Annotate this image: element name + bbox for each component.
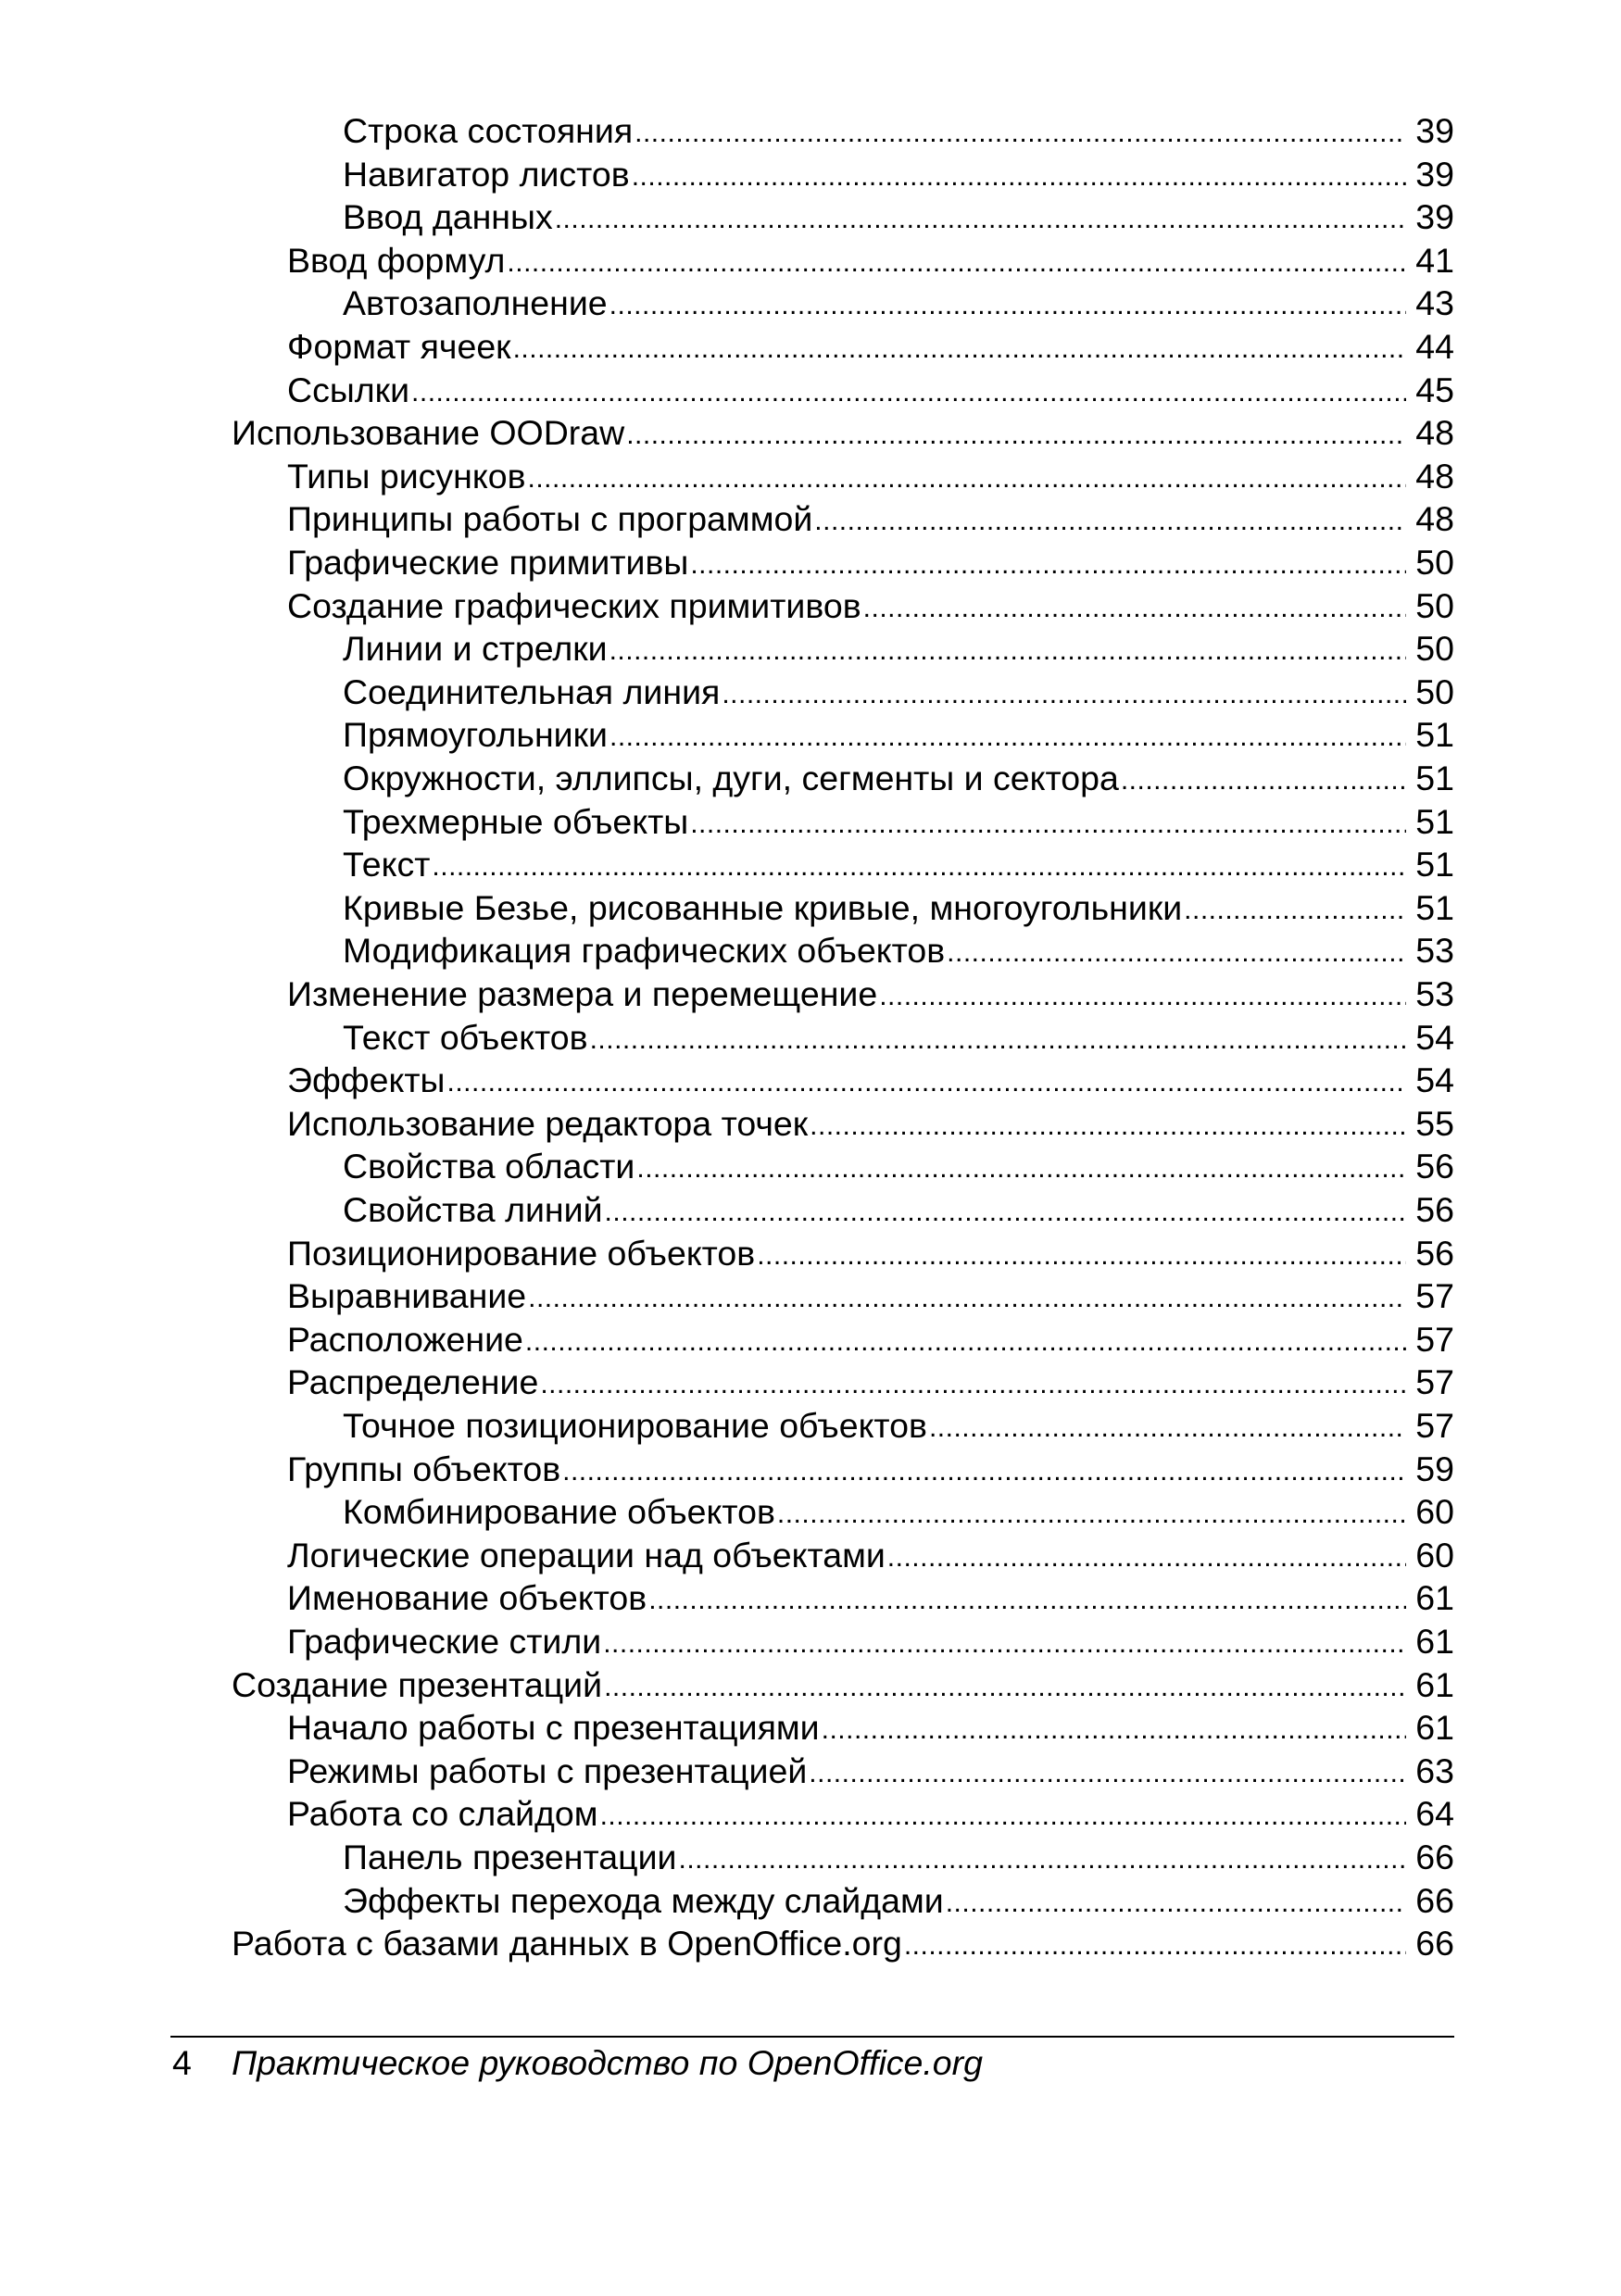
toc-entry xyxy=(343,671,1454,713)
toc-dot-leader xyxy=(690,546,1406,583)
toc-dot-leader xyxy=(513,331,1406,368)
toc-entry-title: Графические примитивы xyxy=(287,543,689,582)
toc-entry-title: Модификация графических объектов xyxy=(343,931,946,971)
toc-entry-title: Панель презентации xyxy=(343,1838,677,1876)
toc-dot-leader xyxy=(822,1712,1406,1749)
toc-dot-leader xyxy=(690,806,1406,843)
toc-entry-page-number: 61 xyxy=(1415,1708,1454,1748)
toc-entry xyxy=(287,1448,1454,1490)
toc-entry-page-number: 61 xyxy=(1415,1664,1454,1704)
toc-entry xyxy=(287,541,1454,583)
toc-entry-page-number: 60 xyxy=(1415,1492,1454,1532)
toc-dot-leader xyxy=(904,1927,1406,1964)
toc-dot-leader xyxy=(525,1324,1406,1361)
toc-entry-page-number: 53 xyxy=(1415,931,1454,971)
toc-entry xyxy=(287,369,1454,411)
toc-entry-page-number: 41 xyxy=(1415,240,1454,280)
toc-entry xyxy=(343,800,1454,843)
toc-entry-page-number: 66 xyxy=(1415,1880,1454,1920)
toc-entry-page-number: 56 xyxy=(1415,1190,1454,1229)
toc-entry-title: Выравнивание xyxy=(287,1276,527,1316)
toc-entry-page-number: 48 xyxy=(1415,413,1454,453)
toc-dot-leader xyxy=(603,1625,1406,1662)
toc-dot-leader xyxy=(446,1064,1406,1101)
toc-entry-page-number: 43 xyxy=(1415,283,1454,323)
toc-entry-page-number: 50 xyxy=(1415,585,1454,625)
toc-entry-title: Позиционирование объектов xyxy=(287,1233,756,1273)
toc-entry-page-number: 51 xyxy=(1415,845,1454,885)
toc-entry-page-number: 66 xyxy=(1415,1838,1454,1876)
toc-entry xyxy=(343,1404,1454,1447)
toc-entry-title: Расположение xyxy=(287,1319,523,1359)
toc-entry-page-number: 44 xyxy=(1415,327,1454,366)
toc-entry-title: Линии и стрелки xyxy=(343,629,608,669)
toc-entry-page-number: 39 xyxy=(1415,197,1454,237)
toc-dot-leader xyxy=(777,1496,1406,1533)
toc-entry-page-number: 51 xyxy=(1415,759,1454,797)
toc-entry xyxy=(287,1059,1454,1101)
toc-entry-title: Трехмерные объекты xyxy=(343,801,689,841)
toc-entry-page-number: 51 xyxy=(1415,715,1454,755)
toc-entry xyxy=(287,497,1454,540)
toc-entry-page-number: 51 xyxy=(1415,801,1454,841)
toc-entry-title: Создание презентаций xyxy=(232,1664,603,1704)
toc-entry-page-number: 45 xyxy=(1415,370,1454,409)
toc-entry-page-number: 56 xyxy=(1415,1233,1454,1273)
toc-entry-page-number: 50 xyxy=(1415,629,1454,669)
toc-entry-title: Ссылки xyxy=(287,370,410,409)
toc-dot-leader xyxy=(605,1194,1406,1231)
toc-entry xyxy=(343,1188,1454,1231)
toc-entry-title: Работа со слайдом xyxy=(287,1794,598,1834)
toc-entry-title: Навигатор листов xyxy=(343,154,630,194)
toc-entry xyxy=(343,1145,1454,1187)
toc-dot-leader xyxy=(555,201,1406,238)
toc-entry xyxy=(343,886,1454,929)
toc-entry-page-number: 64 xyxy=(1415,1794,1454,1834)
toc-entry-title: Автозаполнение xyxy=(343,283,608,323)
toc-entry-title: Использование редактора точек xyxy=(287,1103,809,1143)
toc-entry xyxy=(343,713,1454,756)
toc-entry xyxy=(343,109,1454,152)
toc-dot-leader xyxy=(757,1237,1406,1274)
footer-book-title: Практическое руководство по OpenOffice.org xyxy=(232,2043,984,2082)
toc-entry-page-number: 53 xyxy=(1415,974,1454,1013)
toc-entry xyxy=(343,1836,1454,1878)
toc-entry xyxy=(343,282,1454,324)
toc-entry xyxy=(287,1361,1454,1403)
toc-dot-leader xyxy=(600,1798,1406,1835)
toc-dot-leader xyxy=(432,848,1406,885)
toc-entry-title: Принципы работы с программой xyxy=(287,499,813,539)
toc-entry-title: Типы рисунков xyxy=(287,456,526,496)
toc-entry-title: Прямоугольники xyxy=(343,715,608,755)
toc-entry-page-number: 57 xyxy=(1415,1406,1454,1445)
toc-dot-leader xyxy=(604,1669,1406,1706)
toc-entry xyxy=(287,1102,1454,1145)
toc-entry xyxy=(287,1274,1454,1317)
toc-dot-leader xyxy=(810,1108,1406,1145)
toc-dot-leader xyxy=(879,978,1406,1015)
toc-entry-title: Ввод формул xyxy=(287,240,506,280)
toc-entry-title: Графические стили xyxy=(287,1622,602,1661)
toc-dot-leader xyxy=(609,287,1406,324)
toc-dot-leader xyxy=(946,1885,1406,1922)
toc-entry-title: Именование объектов xyxy=(287,1578,647,1618)
toc-entry-title: Окружности, эллипсы, дуги, сегменты и сектора xyxy=(343,759,1119,797)
toc-entry xyxy=(287,584,1454,627)
toc-dot-leader xyxy=(636,1150,1406,1187)
toc-entry xyxy=(287,1232,1454,1274)
toc-entry xyxy=(287,1576,1454,1619)
toc-entry xyxy=(232,1922,1454,1964)
toc-entry-page-number: 57 xyxy=(1415,1362,1454,1402)
toc-entry xyxy=(287,1706,1454,1749)
toc-entry-title: Точное позиционирование объектов xyxy=(343,1406,927,1445)
toc-entry-title: Ввод данных xyxy=(343,197,553,237)
toc-dot-leader xyxy=(722,676,1406,713)
toc-dot-leader xyxy=(1184,892,1406,929)
toc-entry-title: Распределение xyxy=(287,1362,539,1402)
toc-entry-page-number: 54 xyxy=(1415,1017,1454,1057)
toc-entry-title: Текст объектов xyxy=(343,1017,588,1057)
toc-entry xyxy=(343,153,1454,195)
toc-dot-leader xyxy=(540,1366,1406,1403)
toc-entry-page-number: 54 xyxy=(1415,1060,1454,1100)
toc-entry-page-number: 57 xyxy=(1415,1319,1454,1359)
toc-dot-leader xyxy=(528,460,1406,497)
toc-dot-leader xyxy=(635,115,1406,152)
toc-entry-page-number: 50 xyxy=(1415,543,1454,582)
footer-rule xyxy=(170,2036,1454,2038)
toc-dot-leader xyxy=(929,1410,1406,1447)
toc-dot-leader xyxy=(678,1841,1406,1878)
toc-entry-title: Изменение размера и перемещение xyxy=(287,974,878,1013)
toc-entry xyxy=(343,195,1454,238)
toc-entry-title: Строка состояния xyxy=(343,111,634,150)
toc-entry-title: Создание графических примитивов xyxy=(287,585,861,625)
toc-entry-title: Свойства линий xyxy=(343,1190,603,1229)
toc-entry-page-number: 39 xyxy=(1415,111,1454,150)
toc-entry-title: Свойства области xyxy=(343,1147,635,1186)
toc-entry-page-number: 55 xyxy=(1415,1103,1454,1143)
toc-dot-leader xyxy=(863,590,1406,627)
toc-dot-leader xyxy=(411,374,1406,411)
toc-entry-title: Формат ячеек xyxy=(287,327,511,366)
toc-entry-page-number: 57 xyxy=(1415,1276,1454,1316)
toc-entry xyxy=(287,1318,1454,1361)
toc-entry-title: Работа с базами данных в OpenOffice.org xyxy=(232,1924,902,1964)
toc-entry xyxy=(287,239,1454,282)
toc-dot-leader xyxy=(507,245,1406,282)
toc-entry-title: Начало работы с презентациями xyxy=(287,1708,820,1748)
toc-entry xyxy=(343,757,1454,799)
toc-dot-leader xyxy=(609,719,1406,756)
toc-entry xyxy=(343,929,1454,972)
toc-entry-title: Эффекты перехода между слайдами xyxy=(343,1880,944,1920)
toc-entry xyxy=(343,627,1454,670)
toc-entry xyxy=(287,325,1454,368)
toc-entry-page-number: 63 xyxy=(1415,1750,1454,1790)
toc-entry-title: Эффекты xyxy=(287,1060,446,1100)
footer-page-number: 4 xyxy=(172,2043,192,2082)
toc-dot-leader xyxy=(887,1539,1406,1576)
toc-dot-leader xyxy=(609,633,1406,670)
toc-entry-title: Комбинирование объектов xyxy=(343,1492,775,1532)
toc-entry-page-number: 51 xyxy=(1415,887,1454,927)
toc-entry-title: Использование OODraw xyxy=(232,413,625,453)
toc-dot-leader xyxy=(814,503,1406,540)
toc-entry xyxy=(287,1534,1454,1576)
toc-dot-leader xyxy=(528,1280,1406,1317)
toc-dot-leader xyxy=(648,1582,1406,1619)
toc-entry-page-number: 48 xyxy=(1415,456,1454,496)
toc-entry xyxy=(232,1663,1454,1706)
toc-entry xyxy=(343,1879,1454,1922)
toc-entry-page-number: 59 xyxy=(1415,1449,1454,1488)
toc-entry-page-number: 56 xyxy=(1415,1147,1454,1186)
toc-entry xyxy=(287,1792,1454,1835)
toc-entry xyxy=(343,843,1454,885)
toc-entry xyxy=(287,972,1454,1015)
toc-entry xyxy=(287,1620,1454,1662)
toc-entry xyxy=(287,1750,1454,1792)
toc-entry xyxy=(232,411,1454,454)
toc-entry xyxy=(343,1016,1454,1059)
toc-entry-page-number: 61 xyxy=(1415,1578,1454,1618)
toc-dot-leader xyxy=(626,417,1406,454)
toc-entry-title: Группы объектов xyxy=(287,1449,561,1488)
toc-dot-leader xyxy=(1121,762,1406,799)
toc-entry-title: Соединительная линия xyxy=(343,671,721,711)
toc-dot-leader xyxy=(562,1453,1406,1490)
toc-dot-leader xyxy=(809,1755,1406,1792)
toc-dot-leader xyxy=(632,158,1406,195)
toc-entry-title: Кривые Безье, рисованные кривые, многоугольники xyxy=(343,887,1183,927)
toc-dot-leader xyxy=(947,935,1406,972)
toc-entry-page-number: 66 xyxy=(1415,1924,1454,1964)
toc-entry-title: Режимы работы с презентацией xyxy=(287,1750,808,1790)
toc-entry-title: Текст xyxy=(343,845,431,885)
toc-entry-page-number: 60 xyxy=(1415,1535,1454,1575)
toc-entry-title: Логические операции над объектами xyxy=(287,1535,886,1575)
toc-entry xyxy=(287,455,1454,497)
toc-entry-page-number: 48 xyxy=(1415,499,1454,539)
toc-entry xyxy=(343,1490,1454,1533)
toc-entry-page-number: 50 xyxy=(1415,671,1454,711)
toc-entry-page-number: 61 xyxy=(1415,1622,1454,1661)
toc-entry-page-number: 39 xyxy=(1415,154,1454,194)
toc-dot-leader xyxy=(590,1022,1406,1059)
